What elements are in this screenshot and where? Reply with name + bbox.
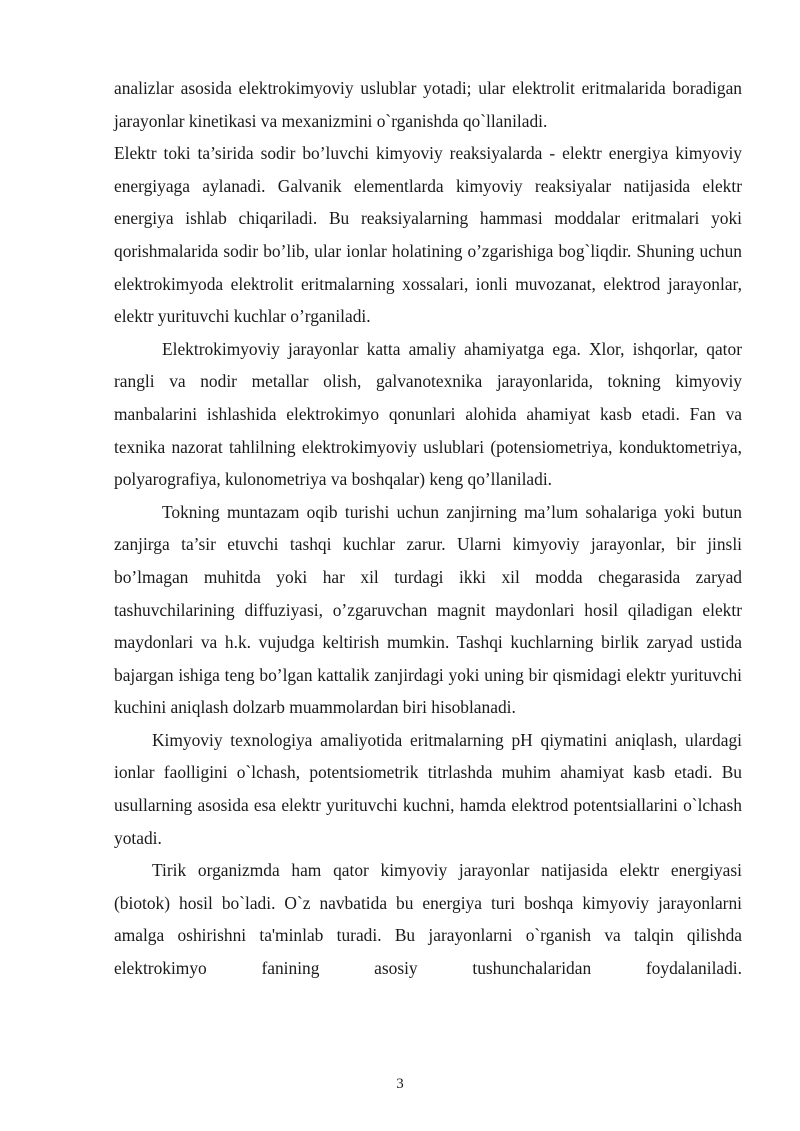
paragraph-1: analizlar asosida elektrokimyoviy uslublar yotadi; ular elektrolit eritmalarida boradigan jarayonlar kinetikasi va mexanizmini o`rganishda qo`llaniladi. bbox=[114, 78, 742, 131]
body-text bbox=[114, 72, 742, 985]
paragraph-2: Elektr toki ta’sirida sodir bo’luvchi kimyoviy reaksiyalarda - elektr energiya kimyoviy energiyaga aylanadi. Galvanik elementlarda kimyoviy reaksiyalar natijasida elektr energiya ishlab chiqariladi. Bu reaksiyalarning hammasi moddalar eritmalari yoki qorishmalarida sodir bo’lib, ular ionlar holatining o’zgarishiga bog`liqdir. Shuning uchun elektrokimyoda elektrolit eritmalarning xossalari, ionli muvozanat, elektrod jarayonlar, elektr yurituvchi kuchlar o’rganiladi. bbox=[114, 143, 742, 327]
paragraph-6: Tirik organizmda ham qator kimyoviy jarayonlar natijasida elektr energiyasi (biotok) hosil bo`ladi. O`z navbatida bu energiya turi boshqa kimyoviy jarayonlarni amalga oshirishni ta'minlab turadi. Bu jarayonlarni o`rganish va talqin qilishda elektrokimyo fanining asosiy tushunchalaridan foydalaniladi. bbox=[114, 860, 742, 979]
page-number: 3 bbox=[396, 1076, 404, 1092]
paragraph-4: Tokning muntazam oqib turishi uchun zanjirning ma’lum sohalariga yoki butun zanjirga ta’sir etuvchi tashqi kuchlar zarur. Ularni kimyoviy jarayonlar, bir jinsli bo’lmagan muhitda yoki har xil turdagi ikki xil modda chegarasida zaryad tashuvchilarining diffuziyasi, o’zgaruvchan magnit maydonlari hosil qiladigan elektr maydonlari va h.k. vujudga keltirish mumkin. Tashqi kuchlarning birlik zaryad ustida bajargan ishiga teng bo’lgan kattalik zanjirdagi yoki uning bir qismidagi elektr yurituvchi kuchini aniqlash dolzarb muammolardan biri hisoblanadi. bbox=[114, 501, 742, 718]
paragraph-3: Elektrokimyoviy jarayonlar katta amaliy ahamiyatga ega. Xlor, ishqorlar, qator rangli va nodir metallar olish, galvanotexnika jarayonlarida, tokning kimyoviy manbalarini ishlashida elektrokimyo qonunlari alohida ahamiyat kasb etadi. Fan va texnika nazorat tahlilning elektrokimyoviy uslublari (potensiometriya, konduktometriya, polyarografiya, kulonometriya va boshqalar) keng qo’llaniladi. bbox=[114, 338, 742, 490]
paragraph-5: Kimyoviy texnologiya amaliyotida eritmalarning pH qiymatini aniqlash, ulardagi ionlar faolligini o`lchash, potentsiometrik titrlashda muhim ahamiyat kasb etadi. Bu usullarning asosida esa elektr yurituvchi kuchni, hamda elektrod potentsiallarini o`lchash yotadi. bbox=[114, 729, 742, 848]
